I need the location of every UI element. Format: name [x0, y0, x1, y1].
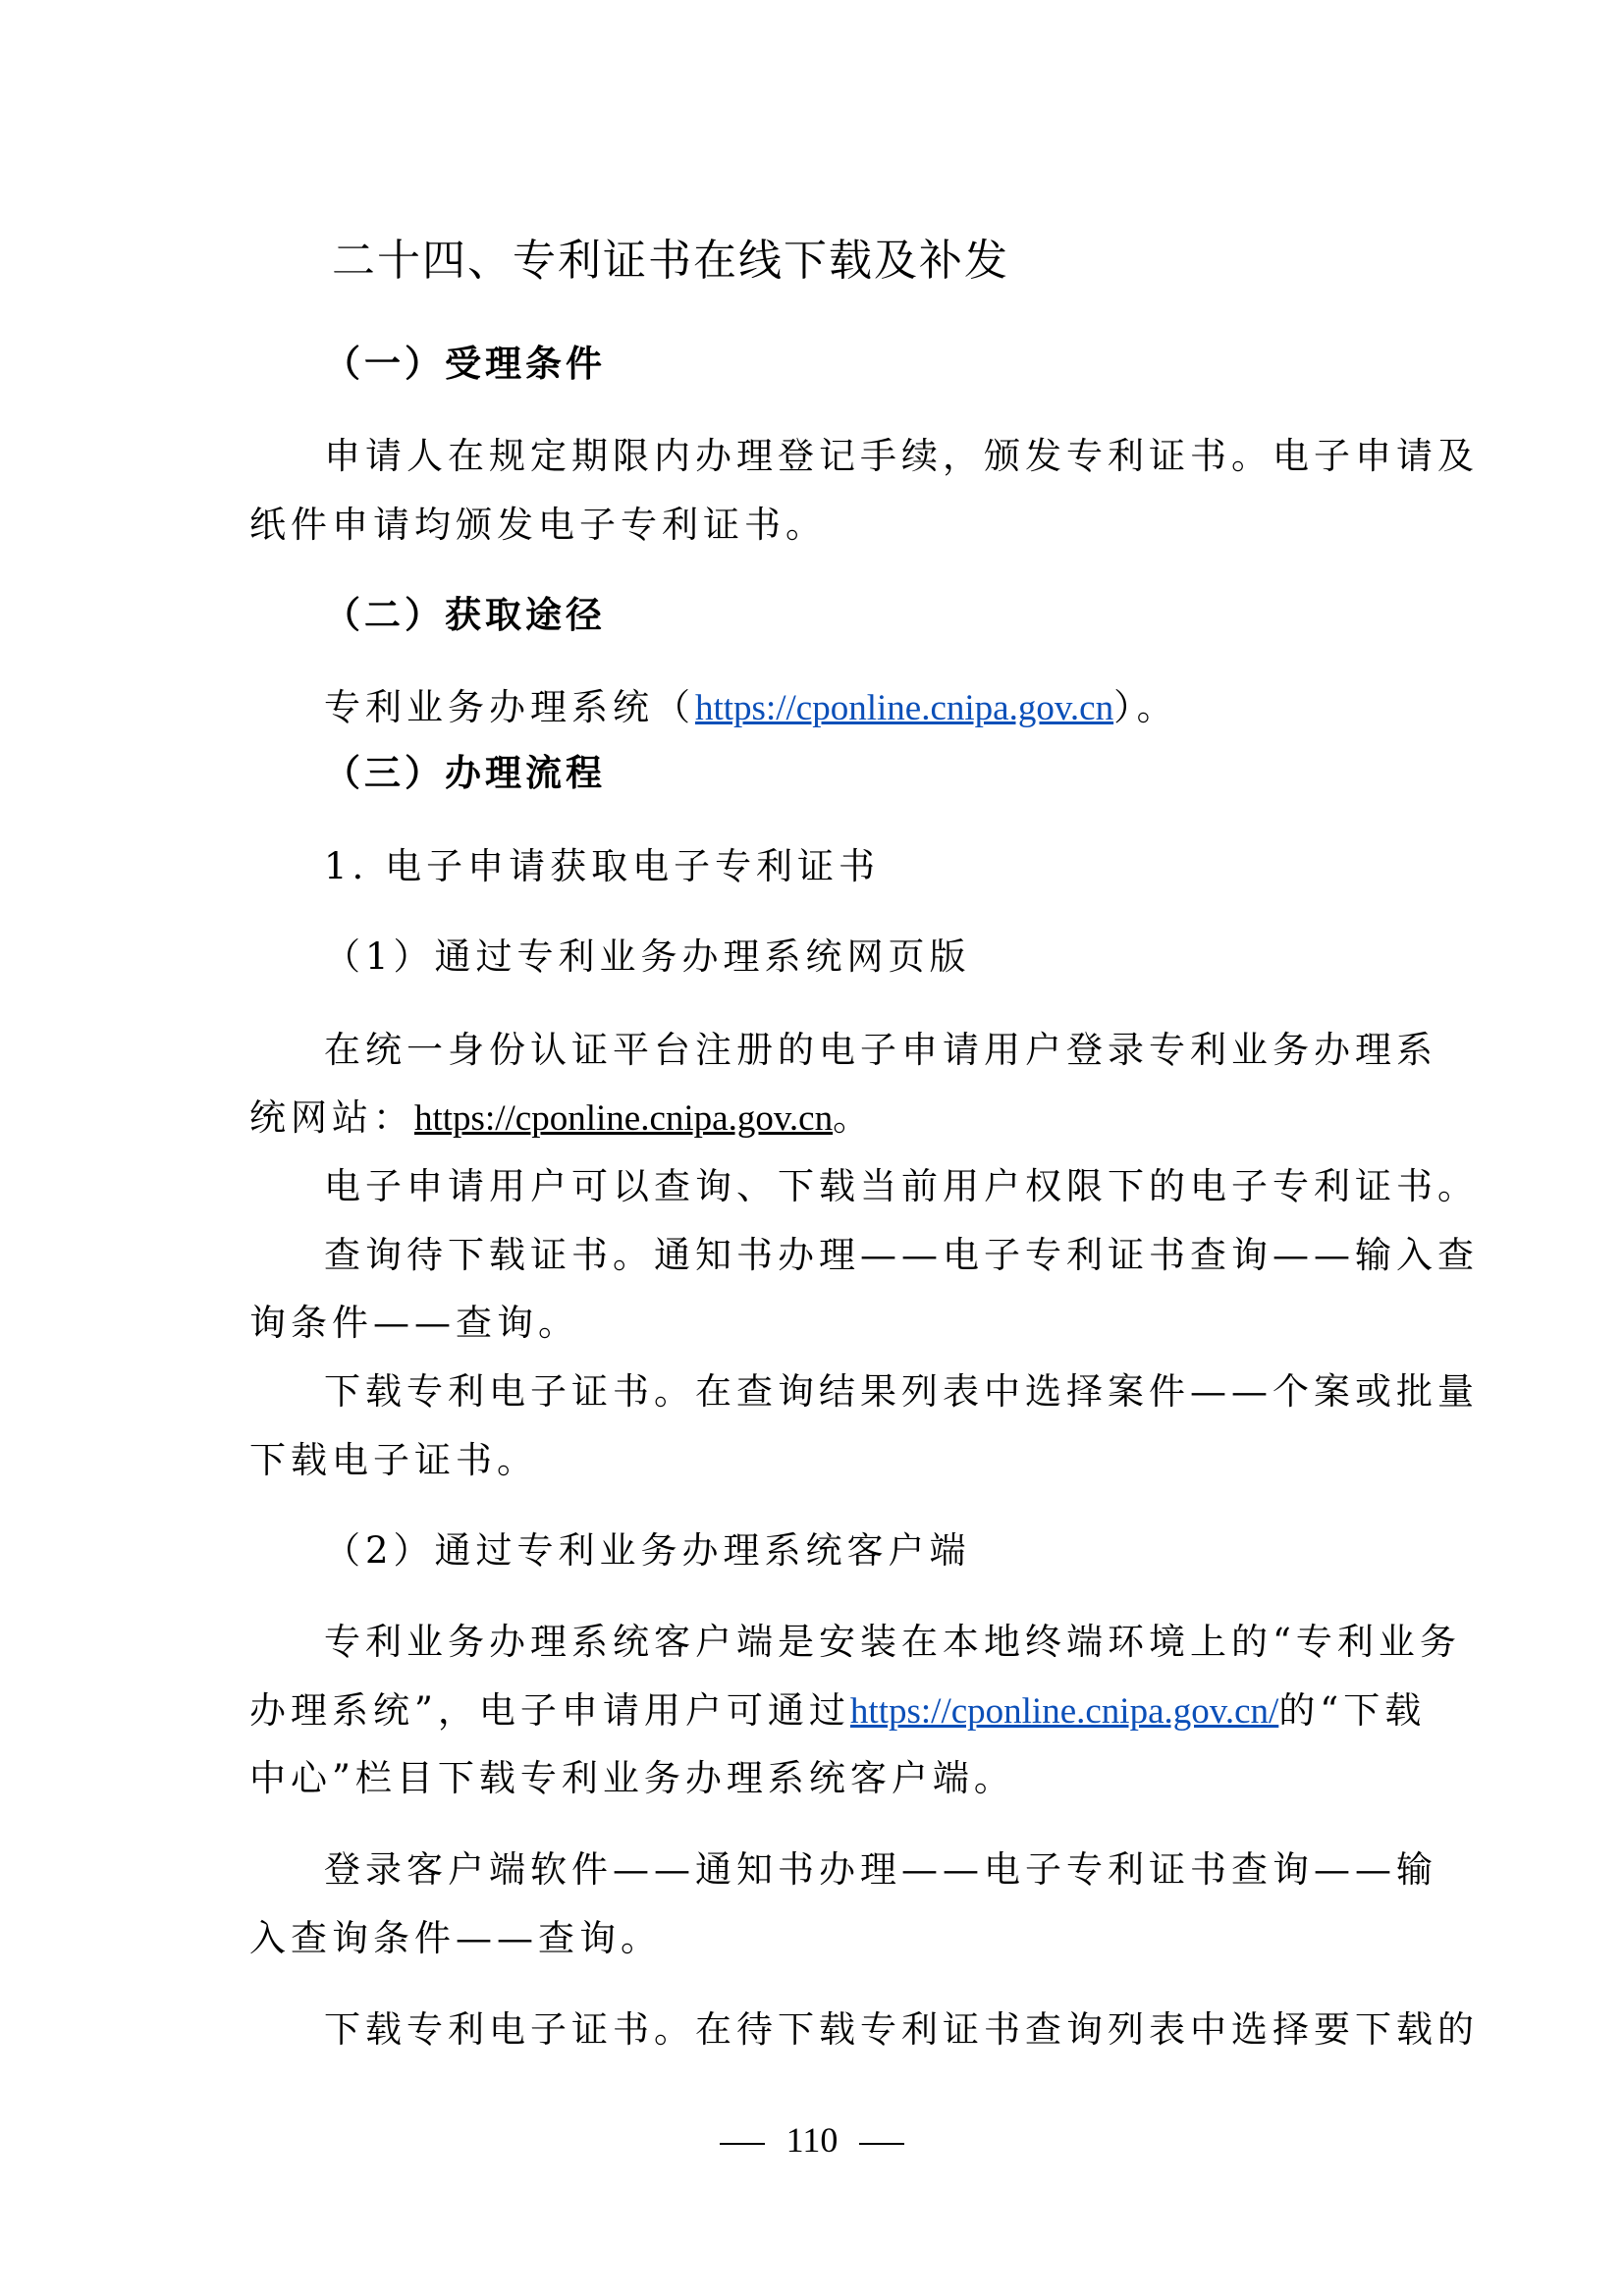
para-3-line-2: 询条件——查询。	[249, 1302, 579, 1344]
process-sub-1-title: （1）通过专利业务办理系统网页版	[324, 935, 971, 978]
para-5-suffix: 的“下载	[1278, 1689, 1427, 1732]
section-heading-channel: （二）获取途径	[324, 594, 606, 636]
para-4-line-1: 下载专利电子证书。在查询结果列表中选择案件——个案或批量	[324, 1370, 1479, 1413]
para-6-line-2: 入查询条件——查询。	[249, 1917, 662, 1959]
para-1-line-2	[249, 1094, 874, 1144]
conditions-line-1: 申请人在规定期限内办理登记手续，颁发专利证书。电子申请及	[324, 435, 1479, 477]
para-1-suffix: 。	[833, 1096, 875, 1139]
page-number: 110	[785, 2120, 839, 2160]
process-sub-2-title: （2）通过专利业务办理系统客户端	[324, 1529, 971, 1572]
cponline-link[interactable]: https://cponline.cnipa.gov.cn	[695, 688, 1114, 728]
process-item-1-title: 1. 电子申请获取电子专利证书	[324, 845, 881, 887]
channel-suffix: ）。	[1113, 686, 1178, 728]
conditions-line-2: 纸件申请均颁发电子专利证书。	[249, 504, 827, 546]
footer-dash-left	[720, 2143, 765, 2145]
page-title: 二十四、专利证书在线下载及补发	[332, 236, 1009, 286]
para-1-line-1: 在统一身份认证平台注册的电子申请用户登录专利业务办理系	[324, 1029, 1437, 1071]
channel-line	[324, 683, 1178, 733]
para-2-line-1: 电子申请用户可以查询、下载当前用户权限下的电子专利证书。	[324, 1165, 1479, 1207]
section-heading-process: （三）办理流程	[324, 752, 606, 794]
para-1-prefix: 统网站：	[249, 1096, 414, 1139]
para-5-line-2	[249, 1686, 1426, 1736]
para-5-prefix: 办理系统”，电子申请用户可通过	[249, 1689, 850, 1732]
cponline-download-link[interactable]: https://cponline.cnipa.gov.cn/	[849, 1691, 1279, 1732]
para-5-line-3: 中心”栏目下载专利业务办理系统客户端。	[249, 1757, 1015, 1799]
para-6-line-1: 登录客户端软件——通知书办理——电子专利证书查询——输	[324, 1848, 1437, 1891]
cponline-website-link[interactable]: https://cponline.cnipa.gov.cn	[414, 1098, 834, 1139]
page-footer	[0, 2115, 1624, 2164]
footer-dash-right	[859, 2143, 904, 2145]
channel-prefix: 专利业务办理系统（	[324, 686, 695, 728]
section-heading-conditions: （一）受理条件	[324, 343, 606, 385]
para-3-line-1: 查询待下载证书。通知书办理——电子专利证书查询——输入查	[324, 1234, 1479, 1276]
para-4-line-2: 下载电子证书。	[249, 1439, 538, 1481]
para-7-line-1: 下载专利电子证书。在待下载专利证书查询列表中选择要下载的	[324, 2008, 1479, 2051]
para-5-line-1: 专利业务办理系统客户端是安装在本地终端环境上的“专利业务	[324, 1621, 1461, 1663]
